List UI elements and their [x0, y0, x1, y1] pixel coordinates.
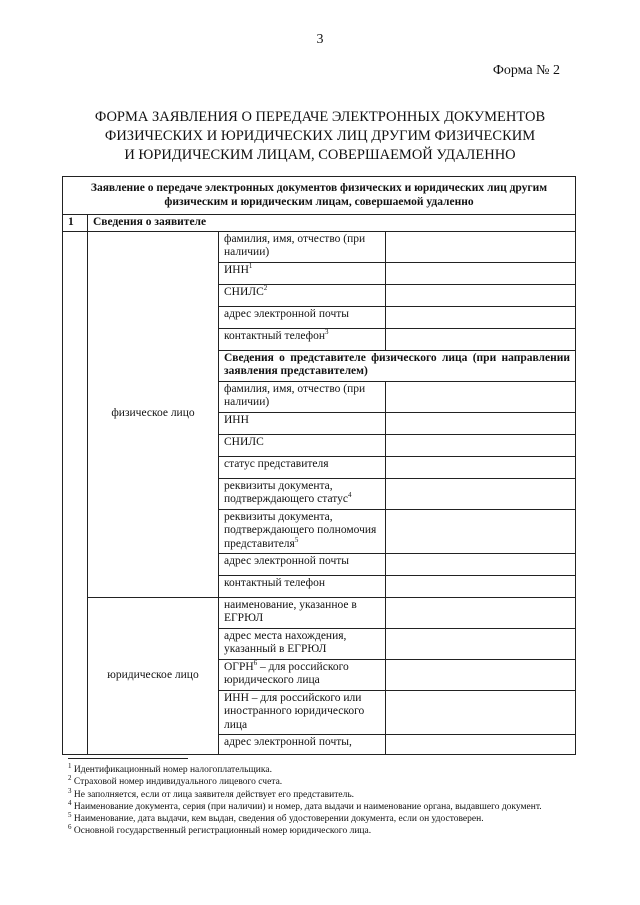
field-legal-inn: ИНН – для российского или иностранного юридического лица: [219, 690, 386, 734]
footnote-ref: 4: [347, 491, 352, 500]
field-egrul-address: адрес места нахождения, указанный в ЕГРЮЛ: [219, 628, 386, 659]
value-authority-document[interactable]: [386, 509, 576, 553]
field-rep-inn: ИНН: [219, 412, 386, 434]
section-number: 1: [63, 215, 88, 232]
value-status-document[interactable]: [386, 478, 576, 509]
field-rep-phone: контактный телефон: [219, 575, 386, 597]
footnote-separator: [68, 758, 188, 759]
footnote-ref: 2: [263, 283, 268, 292]
section-title: Сведения о заявителе: [88, 215, 576, 232]
footnote: $^6$ Основной государственный регистрационный номер юридического лица.: [68, 823, 372, 837]
value-snils[interactable]: [386, 284, 576, 306]
category-legal-entity: юридическое лицо: [88, 597, 219, 754]
field-full-name: фамилия, имя, отчество (при наличии): [219, 231, 386, 262]
form-number: Форма № 2: [492, 63, 560, 78]
value-inn[interactable]: [386, 262, 576, 284]
field-rep-status: статус представителя: [219, 456, 386, 478]
footnote: $^5$ Наименование, дата выдачи, кем выдан, сведения об удостоверении документа, если он удостоверен.: [68, 811, 484, 825]
field-inn: ИНН$^1$: [219, 262, 386, 284]
footnote: $^3$ Не заполняется, если от лица заявителя действует его представитель.: [68, 786, 355, 800]
field-authority-document: реквизиты документа, подтверждающего полномочия представителя$^5$: [219, 509, 386, 553]
value-email[interactable]: [386, 306, 576, 328]
footnote: $^4$ Наименование документа, серия (при наличии) и номер, дата выдачи и наименование органа, выдавшего документ.: [68, 798, 542, 812]
title-line: ФИЗИЧЕСКИХ И ЮРИДИЧЕСКИХ ЛИЦ ДРУГИМ ФИЗИЧЕСКИМ: [104, 128, 536, 144]
category-individual: физическое лицо: [88, 231, 219, 597]
footnote-ref: 3: [325, 327, 329, 336]
value-rep-full-name[interactable]: [386, 381, 576, 412]
value-egrul-address[interactable]: [386, 628, 576, 659]
field-phone: контактный телефон$^3$: [219, 328, 386, 350]
numbering-column-blank: [63, 231, 88, 754]
value-rep-snils[interactable]: [386, 434, 576, 456]
value-full-name[interactable]: [386, 231, 576, 262]
title-line: И ЮРИДИЧЕСКИМ ЛИЦАМ, СОВЕРШАЕМОЙ УДАЛЕННО: [124, 147, 516, 163]
field-snils: СНИЛС$^2$: [219, 284, 386, 306]
field-rep-full-name: фамилия, имя, отчество (при наличии): [219, 381, 386, 412]
footnotes: [68, 761, 580, 838]
title-line: ФОРМА ЗАЯВЛЕНИЯ О ПЕРЕДАЧЕ ЭЛЕКТРОННЫХ ДОКУМЕНТОВ: [94, 109, 546, 125]
field-rep-email: адрес электронной почты: [219, 553, 386, 575]
value-ogrn[interactable]: [386, 659, 576, 690]
value-legal-inn[interactable]: [386, 690, 576, 734]
field-rep-snils: СНИЛС: [219, 434, 386, 456]
footnote-ref: 1: [248, 261, 253, 270]
field-ogrn: ОГРН$^6$ – для российского юридического лица: [219, 659, 386, 690]
form-title: [60, 108, 580, 165]
field-email: адрес электронной почты: [219, 306, 386, 328]
footnote: $^2$ Страховой номер индивидуального лицевого счета.: [68, 774, 283, 788]
representative-subheader: Сведения о представителе физического лица (при направлении заявления представителем): [219, 350, 576, 381]
application-form-table: [62, 176, 576, 755]
value-rep-status[interactable]: [386, 456, 576, 478]
value-egrul-name[interactable]: [386, 597, 576, 628]
value-phone[interactable]: [386, 328, 576, 350]
value-rep-phone[interactable]: [386, 575, 576, 597]
footnote-ref: 6: [253, 658, 258, 667]
field-status-document: реквизиты документа, подтверждающего статус$^4$: [219, 478, 386, 509]
field-legal-email: адрес электронной почты,: [219, 734, 386, 754]
field-egrul-name: наименование, указанное в ЕГРЮЛ: [219, 597, 386, 628]
value-legal-email[interactable]: [386, 734, 576, 754]
footnote-ref: 5: [294, 535, 299, 544]
footnote: $^1$ Идентификационный номер налогоплательщика.: [68, 761, 272, 775]
value-rep-email[interactable]: [386, 553, 576, 575]
value-rep-inn[interactable]: [386, 412, 576, 434]
table-header: Заявление о передаче электронных документов физических и юридических лиц другим физическим и юридическим лицам, совершаемой удаленно: [63, 177, 576, 215]
page-number: 3: [316, 32, 324, 47]
